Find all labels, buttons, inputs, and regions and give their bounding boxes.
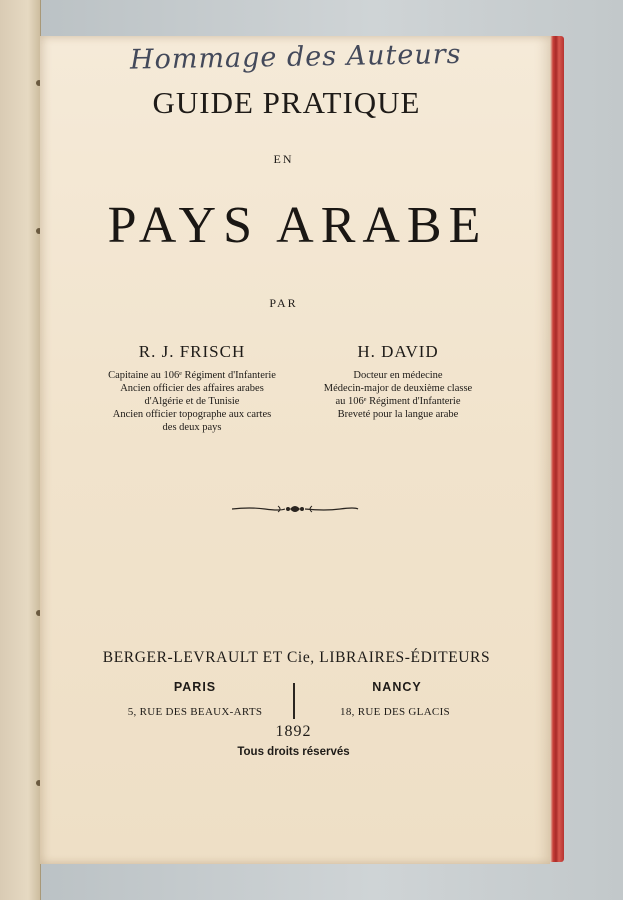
title-connector: EN — [273, 152, 294, 166]
city-paris: PARIS — [173, 680, 217, 694]
author-credit: d'Algérie et de Tunisie — [144, 396, 240, 407]
author-block-frisch — [92, 342, 292, 434]
author-credit: Docteur en médecine — [353, 370, 443, 381]
author-credit: au 106ᵉ Régiment d'Infanterie — [335, 396, 461, 407]
publisher-line: BERGER-LEVRAULT ET Cie, LIBRAIRES-ÉDITEURS — [102, 649, 491, 666]
author-credit: Capitaine au 106ᵉ Régiment d'Infanterie — [108, 370, 276, 381]
rights-notice: Tous droits réservés — [237, 746, 350, 758]
address-nancy: 18, RUE DES GLACIS — [340, 706, 450, 718]
decorative-flourish-icon — [230, 500, 360, 518]
by-line: PAR — [269, 296, 298, 310]
city-nancy: NANCY — [372, 680, 422, 694]
author-credit: Médecin-major de deuxième classe — [323, 383, 473, 394]
title-line-2: PAYS ARABE — [107, 197, 488, 254]
address-paris: 5, RUE DES BEAUX-ARTS — [127, 706, 263, 718]
title-line-1: GUIDE PRATIQUE — [152, 85, 421, 120]
author-block-david — [300, 342, 496, 421]
author-name: R. J. FRISCH — [138, 342, 246, 361]
publication-year: 1892 — [275, 723, 312, 740]
author-credit: Ancien officier topographe aux cartes — [112, 409, 272, 420]
author-name: H. DAVID — [357, 342, 439, 361]
handwritten-inscription: Hommage des Auteurs — [129, 38, 462, 76]
author-credit: Breveté pour la langue arabe — [337, 409, 459, 420]
city-divider — [293, 683, 295, 719]
left-page-edge — [0, 0, 41, 900]
author-credit: Ancien officier des affaires arabes — [120, 383, 264, 394]
author-credit: des deux pays — [162, 422, 222, 433]
